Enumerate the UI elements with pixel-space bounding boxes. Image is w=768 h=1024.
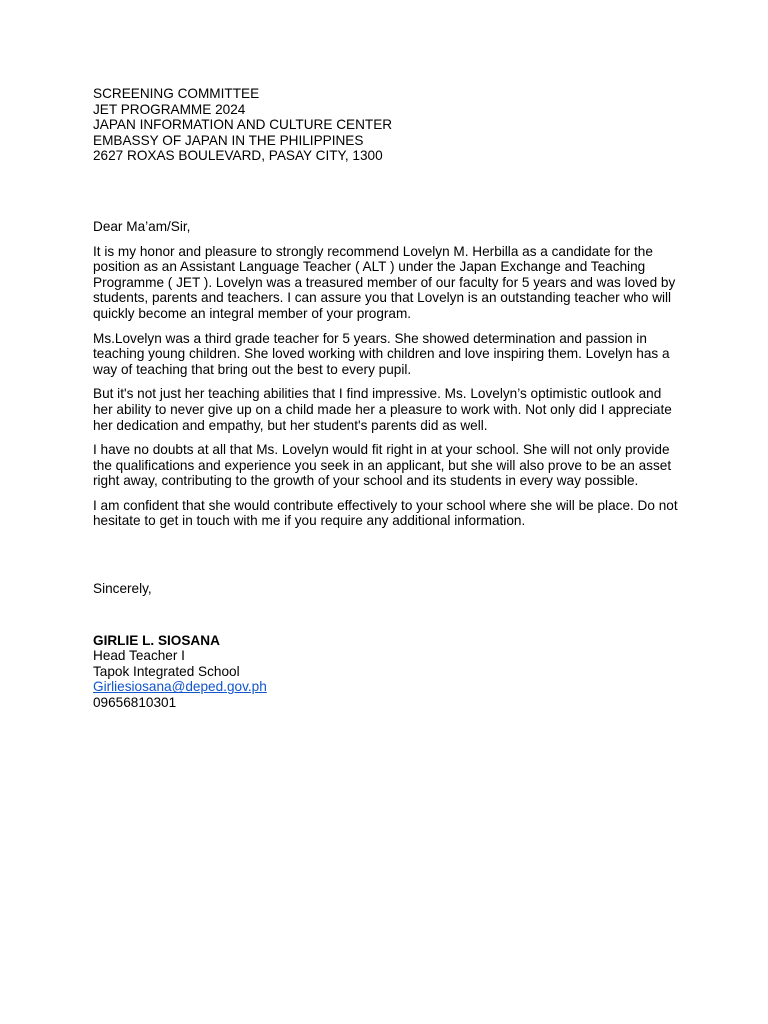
signature-block [93, 633, 683, 711]
letter-content [93, 86, 683, 711]
body-paragraph: It is my honor and pleasure to strongly recommend Lovelyn M. Herbilla as a candidate for the position as an Assistant Language Teacher ( ALT ) under the Japan Exchange and Teaching Programme ( JET ). Lovelyn was a treasured member of our faculty for 5 years and was loved by students, parents and teachers. I can assure you that Lovelyn is an outstanding teacher who will quickly become an integral member of your program. [93, 243, 676, 321]
recipient-line: JET PROGRAMME 2024 [93, 101, 246, 117]
recipient-line: JAPAN INFORMATION AND CULTURE CENTER [93, 117, 393, 133]
recipient-line: SCREENING COMMITTEE [93, 86, 260, 101]
body-paragraph: But it's not just her teaching abilities that I find impressive. Ms. Lovelyn’s optimistic outlook and her ability to never give up on a child made her a pleasure to work with. Not only did I appreciate her dedication and empathy, but her student's parents did as well. [93, 386, 672, 433]
recipient-line: 2627 ROXAS BOULEVARD, PASAY CITY, 1300 [93, 148, 383, 164]
body-paragraph: Ms.Lovelyn was a third grade teacher for 5 years. She showed determination and passion in teaching young children. She loved working with children and love inspiring them. Lovelyn has a way of teaching that bring out the best to every pupil. [93, 330, 670, 377]
body-paragraph: I am confident that she would contribute effectively to your school where she will be place. Do not hesitate to get in touch with me if you require any additional information. [93, 497, 678, 529]
recipient-line: EMBASSY OF JAPAN IN THE PHILIPPINES [93, 132, 364, 148]
signatory-school: Tapok Integrated School [93, 663, 240, 679]
signatory-name: GIRLIE L. SIOSANA [93, 632, 220, 648]
recipient-address [93, 86, 683, 164]
closing: Sincerely, [93, 581, 152, 597]
signatory-phone: 09656810301 [93, 695, 177, 711]
signatory-email-row [93, 679, 683, 695]
signatory-title: Head Teacher I [93, 648, 185, 664]
body-paragraph: I have no doubts at all that Ms. Lovelyn would fit right in at your school. She will not only provide the qualifications and experience you seek in an applicant, but she will also prove to be an asset right away, contributing to the growth of your school and its students in every way possible. [93, 442, 672, 489]
email-link[interactable]: Girliesiosana@deped.gov.ph [93, 679, 267, 695]
salutation: Dear Ma’am/Sir, [93, 218, 191, 234]
